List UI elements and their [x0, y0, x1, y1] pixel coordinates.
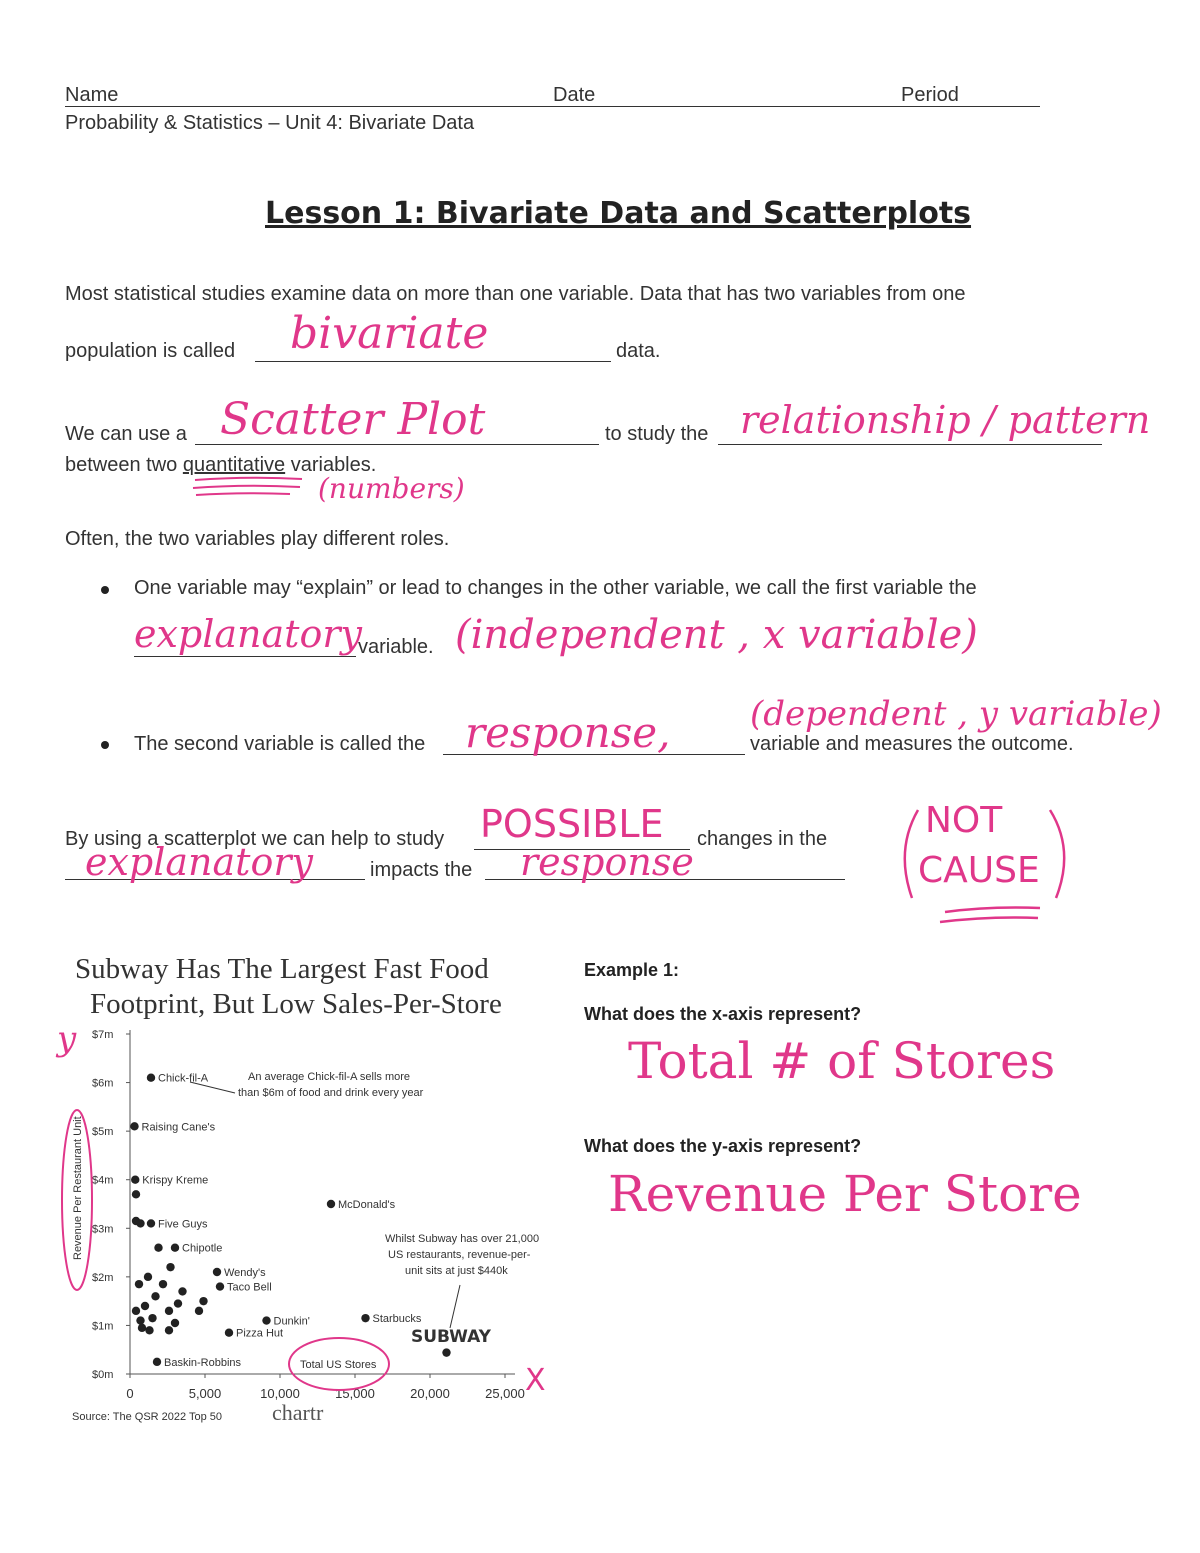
- date-label: Date: [553, 84, 596, 106]
- scatter-middle: to study the: [605, 423, 709, 445]
- x-axis-ticks: [126, 1374, 525, 1401]
- scatter-point: [199, 1297, 207, 1305]
- impacts-label: impacts the: [370, 859, 473, 881]
- intro-line2-prefix: population is called: [65, 340, 236, 362]
- quantitative-underline-marks: [190, 474, 310, 498]
- annotation-chickfila-2: than $6m of food and drink every year: [238, 1087, 424, 1099]
- roles-intro: Often, the two variables play different roles.: [65, 528, 450, 550]
- bullet-2: [101, 741, 109, 749]
- subway-arrow: [450, 1285, 460, 1328]
- scatter-point: [165, 1307, 173, 1315]
- scatter-line2: between two quantitative variables.: [65, 454, 377, 476]
- scatter-point: [361, 1314, 369, 1322]
- annotation-subway-3: unit sits at just $440k: [405, 1265, 508, 1277]
- y-axis-ticks: [92, 1029, 130, 1381]
- y-tick-label: $7m: [92, 1029, 114, 1041]
- chartr-brand: chartr: [272, 1400, 324, 1425]
- y-tick-label: $1m: [92, 1320, 114, 1333]
- answer-relationship: relationship / pattern: [740, 398, 1151, 442]
- scatter-point: [136, 1316, 144, 1324]
- scatter-point: [171, 1244, 179, 1252]
- point-label: McDonald's: [338, 1199, 396, 1211]
- example-q1: What does the x-axis represent?: [584, 1004, 862, 1024]
- scatter-point: [135, 1280, 143, 1288]
- example-q2: What does the y-axis represent?: [584, 1136, 862, 1156]
- point-label: Five Guys: [158, 1218, 208, 1231]
- note-numbers: (numbers): [318, 472, 465, 505]
- scatter-point: [147, 1074, 155, 1082]
- answer-response: response,: [465, 708, 671, 757]
- scatter-point: [166, 1263, 174, 1271]
- annotation-subway-1: Whilst Subway has over 21,000: [385, 1233, 540, 1245]
- scatter-point: [148, 1314, 156, 1322]
- x-tick-label: 20,000: [410, 1386, 450, 1401]
- y-tick-label: $3m: [92, 1223, 114, 1236]
- x-tick-label: 0: [126, 1386, 134, 1401]
- scatter-point: [151, 1292, 159, 1300]
- answer-scatter-plot: Scatter Plot: [220, 394, 486, 445]
- point-label: Pizza Hut: [236, 1327, 284, 1340]
- subway-logo: SUBWAY: [411, 1327, 491, 1347]
- variable-word: variable.: [358, 636, 434, 658]
- scatter-point: [145, 1326, 153, 1334]
- scatter-point: [147, 1219, 155, 1227]
- roles-bullet2-prefix: The second variable is called the: [134, 733, 426, 755]
- answer-possible: POSSIBLE: [480, 802, 664, 846]
- point-label: Baskin-Robbins: [164, 1356, 242, 1369]
- intro-line1: Most statistical studies examine data on more than one variable. Data that has two variables from one: [65, 283, 966, 305]
- scatter-point: [144, 1273, 152, 1281]
- x-tick-label: 25,000: [485, 1386, 525, 1401]
- y-axis-label: Revenue Per Restaurant Unit: [72, 1116, 84, 1260]
- y-tick-label: $4m: [92, 1174, 114, 1187]
- chickfila-arrow: [190, 1082, 235, 1093]
- answer-bivariate: bivariate: [290, 308, 489, 359]
- y-tick-label: $5m: [92, 1126, 114, 1139]
- scatter-point: [153, 1358, 161, 1366]
- note-dependent: (dependent , y variable): [750, 694, 1162, 734]
- y-tick-label: $2m: [92, 1271, 114, 1284]
- point-label: Krispy Kreme: [142, 1174, 209, 1187]
- scatter-point: [132, 1190, 140, 1198]
- note-cause: CAUSE: [918, 850, 1040, 891]
- chart-title-line1: Subway Has The Largest Fast Food: [75, 953, 489, 985]
- example-label: Example 1:: [584, 960, 680, 980]
- point-label: Wendy's: [224, 1267, 266, 1279]
- scatter-point: [178, 1287, 186, 1295]
- point-label: Chipotle: [182, 1242, 223, 1255]
- example-a1: Total # of Stores: [628, 1032, 1056, 1090]
- bullet-1: [101, 586, 109, 594]
- scatter-point: [132, 1307, 140, 1315]
- relationship-blank[interactable]: [718, 444, 1102, 445]
- intro-line2-suffix: data.: [616, 340, 661, 362]
- scatter-chart: [55, 1010, 565, 1430]
- scatter-point: [216, 1282, 224, 1290]
- roles-bullet2-suffix: variable and measures the outcome.: [750, 733, 1074, 755]
- point-label: Starbucks: [372, 1313, 422, 1326]
- scatter-point: [159, 1280, 167, 1288]
- point-label: Chick-fil-A: [158, 1072, 209, 1085]
- scatter-point: [327, 1200, 335, 1208]
- annotation-chickfila-1: An average Chick-fil-A sells more: [248, 1071, 411, 1083]
- point-labels: [142, 1073, 422, 1369]
- bivariate-blank[interactable]: [255, 361, 611, 362]
- study-prefix: By using a scatterplot we can help to study: [65, 828, 445, 850]
- lesson-title: Lesson 1: Bivariate Data and Scatterplots: [265, 196, 972, 231]
- answer-explanatory: explanatory: [134, 612, 362, 656]
- hand-x-mark: X: [525, 1363, 546, 1398]
- scatter-point: [138, 1324, 146, 1332]
- x-axis-label: Total US Stores: [300, 1359, 377, 1371]
- scatter-point: [154, 1244, 162, 1252]
- roles-bullet1: One variable may “explain” or lead to changes in the other variable, we call the first variable the: [134, 577, 977, 599]
- annotation-subway-2: US restaurants, revenue-per-: [388, 1249, 531, 1261]
- point-label: Raising Cane's: [141, 1121, 216, 1134]
- x-tick-label: 5,000: [188, 1386, 222, 1401]
- example-a2: Revenue Per Store: [608, 1165, 1082, 1223]
- scatter-point: [131, 1176, 139, 1184]
- note-not: NOT: [925, 800, 1003, 841]
- answer-response-2: response: [520, 840, 694, 884]
- answer-explanatory-2: explanatory: [85, 840, 313, 884]
- y-tick-label: $0m: [92, 1369, 114, 1381]
- scatter-point: [130, 1122, 138, 1130]
- scatter-point: [213, 1268, 221, 1276]
- study-middle: changes in the: [697, 828, 828, 850]
- x-tick-label: 10,000: [260, 1386, 300, 1401]
- scatter-point: [195, 1307, 203, 1315]
- period-label: Period: [901, 84, 959, 106]
- scatter-prefix: We can use a: [65, 423, 187, 445]
- name-label: Name: [65, 84, 119, 106]
- scatter-point: [171, 1319, 179, 1327]
- chart-source: Source: The QSR 2022 Top 50: [72, 1411, 223, 1423]
- y-tick-label: $6m: [92, 1077, 114, 1090]
- x-tick-label: 15,000: [335, 1386, 375, 1401]
- course-label: Probability & Statistics – Unit 4: Bivariate Data: [65, 112, 475, 134]
- note-independent: (independent , x variable): [455, 612, 978, 658]
- scatter-point: [225, 1329, 233, 1337]
- scatter-point: [165, 1326, 173, 1334]
- scatter-point: [141, 1302, 149, 1310]
- scatter-point: [132, 1217, 140, 1225]
- hand-y-mark: y: [57, 1019, 77, 1059]
- point-label: Taco Bell: [227, 1281, 272, 1294]
- scatter-point: [262, 1316, 270, 1324]
- chart-title-line2: Footprint, But Low Sales-Per-Store: [90, 988, 502, 1020]
- scatter-point: [442, 1348, 450, 1356]
- explanatory-blank[interactable]: [134, 656, 356, 657]
- point-label: Dunkin': [273, 1315, 310, 1328]
- scatter-point: [174, 1299, 182, 1307]
